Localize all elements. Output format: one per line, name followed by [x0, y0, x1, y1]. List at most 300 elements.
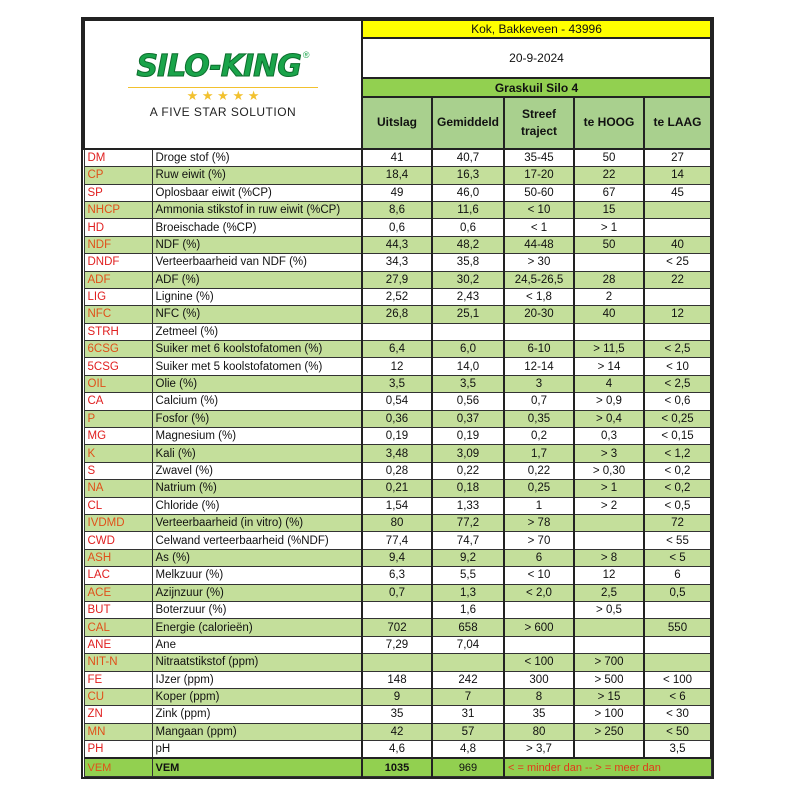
- cell-code: ACE: [84, 584, 152, 601]
- cell-code: MG: [84, 428, 152, 445]
- registered-mark: ®: [302, 49, 310, 60]
- cell-streef: 300: [504, 671, 574, 688]
- table-row: [84, 184, 711, 201]
- table-row: [84, 375, 711, 392]
- cell-streef: 0,25: [504, 480, 574, 497]
- cell-uitslag: 44,3: [362, 236, 432, 253]
- vem-gemiddeld: 969: [432, 758, 504, 776]
- cell-te-laag: 0,5: [644, 584, 711, 601]
- cell-description: Ane: [152, 636, 362, 653]
- cell-gemiddeld: 1,6: [432, 601, 504, 618]
- cell-streef: 6-10: [504, 341, 574, 358]
- cell-description: NDF (%): [152, 236, 362, 253]
- cell-te-hoog: > 0,5: [574, 601, 644, 618]
- cell-te-laag: < 0,15: [644, 428, 711, 445]
- cell-streef: 44-48: [504, 236, 574, 253]
- silo-king-logo: [84, 20, 362, 149]
- cell-code: IVDMD: [84, 514, 152, 531]
- cell-gemiddeld: 1,33: [432, 497, 504, 514]
- col-header-streef: Streef traject: [504, 97, 574, 149]
- cell-uitslag: [362, 323, 432, 340]
- cell-streef: 0,7: [504, 393, 574, 410]
- cell-uitslag: 6,4: [362, 341, 432, 358]
- table-row: [84, 167, 711, 184]
- cell-te-laag: 45: [644, 184, 711, 201]
- cell-uitslag: 0,19: [362, 428, 432, 445]
- cell-code: LIG: [84, 288, 152, 305]
- cell-te-laag: < 5: [644, 549, 711, 566]
- logo-tagline: A FIVE STAR SOLUTION: [149, 104, 297, 119]
- cell-streef: 17-20: [504, 167, 574, 184]
- cell-te-hoog: [574, 636, 644, 653]
- cell-gemiddeld: [432, 654, 504, 671]
- legend-note: < = minder dan -- > = meer dan: [504, 758, 711, 776]
- cell-te-hoog: [574, 323, 644, 340]
- cell-description: Fosfor (%): [152, 410, 362, 427]
- cell-streef: [504, 323, 574, 340]
- cell-te-laag: < 30: [644, 706, 711, 723]
- table-row: [84, 619, 711, 636]
- table-row: [84, 323, 711, 340]
- cell-code: NA: [84, 480, 152, 497]
- cell-streef: [504, 636, 574, 653]
- cell-gemiddeld: 1,3: [432, 584, 504, 601]
- cell-gemiddeld: 7: [432, 688, 504, 705]
- cell-uitslag: [362, 601, 432, 618]
- cell-te-laag: < 2,5: [644, 341, 711, 358]
- cell-description: Magnesium (%): [152, 428, 362, 445]
- table-row: [84, 514, 711, 531]
- cell-te-laag: < 100: [644, 671, 711, 688]
- cell-streef: 3: [504, 375, 574, 392]
- cell-uitslag: 148: [362, 671, 432, 688]
- cell-uitslag: 702: [362, 619, 432, 636]
- vem-label: VEM: [152, 758, 362, 776]
- cell-code: MN: [84, 723, 152, 740]
- cell-uitslag: 26,8: [362, 306, 432, 323]
- cell-code: ASH: [84, 549, 152, 566]
- cell-te-laag: < 1,2: [644, 445, 711, 462]
- cell-te-laag: 72: [644, 514, 711, 531]
- cell-te-hoog: 0,3: [574, 428, 644, 445]
- cell-te-hoog: > 11,5: [574, 341, 644, 358]
- table-row: [84, 497, 711, 514]
- table-row: [84, 584, 711, 601]
- cell-description: Droge stof (%): [152, 149, 362, 167]
- table-row: [84, 688, 711, 705]
- cell-streef: < 10: [504, 567, 574, 584]
- cell-te-laag: < 0,2: [644, 480, 711, 497]
- cell-streef: 0,2: [504, 428, 574, 445]
- table-row: [84, 654, 711, 671]
- cell-te-laag: < 6: [644, 688, 711, 705]
- cell-streef: 50-60: [504, 184, 574, 201]
- cell-streef: < 1: [504, 219, 574, 236]
- cell-description: Lignine (%): [152, 288, 362, 305]
- table-row: [84, 636, 711, 653]
- cell-te-laag: < 50: [644, 723, 711, 740]
- cell-code: CWD: [84, 532, 152, 549]
- cell-gemiddeld: 0,22: [432, 462, 504, 479]
- cell-gemiddeld: 74,7: [432, 532, 504, 549]
- cell-te-hoog: 50: [574, 236, 644, 253]
- table-row: [84, 393, 711, 410]
- cell-uitslag: 3,48: [362, 445, 432, 462]
- cell-te-hoog: > 700: [574, 654, 644, 671]
- cell-streef: 24,5-26,5: [504, 271, 574, 288]
- cell-streef: < 100: [504, 654, 574, 671]
- cell-uitslag: 41: [362, 149, 432, 167]
- cell-te-laag: 3,5: [644, 741, 711, 759]
- cell-streef: 6: [504, 549, 574, 566]
- cell-streef: > 600: [504, 619, 574, 636]
- cell-te-hoog: 2: [574, 288, 644, 305]
- cell-code: LAC: [84, 567, 152, 584]
- cell-streef: < 2,0: [504, 584, 574, 601]
- cell-streef: > 70: [504, 532, 574, 549]
- cell-te-laag: 27: [644, 149, 711, 167]
- cell-te-laag: 12: [644, 306, 711, 323]
- cell-gemiddeld: 6,0: [432, 341, 504, 358]
- cell-gemiddeld: 31: [432, 706, 504, 723]
- cell-te-laag: [644, 219, 711, 236]
- cell-gemiddeld: 0,56: [432, 393, 504, 410]
- cell-code: NFC: [84, 306, 152, 323]
- cell-te-laag: [644, 201, 711, 218]
- cell-description: ADF (%): [152, 271, 362, 288]
- col-header-hoog: te HOOG: [574, 97, 644, 149]
- cell-gemiddeld: 2,43: [432, 288, 504, 305]
- cell-code: ANE: [84, 636, 152, 653]
- cell-gemiddeld: 25,1: [432, 306, 504, 323]
- logo-wordmark: SILO-KING: [136, 48, 301, 84]
- cell-uitslag: 9,4: [362, 549, 432, 566]
- cell-description: Koper (ppm): [152, 688, 362, 705]
- cell-uitslag: 27,9: [362, 271, 432, 288]
- cell-description: Celwand verteerbaarheid (%NDF): [152, 532, 362, 549]
- cell-streef: 0,35: [504, 410, 574, 427]
- cell-gemiddeld: 40,7: [432, 149, 504, 167]
- cell-uitslag: 0,7: [362, 584, 432, 601]
- cell-te-laag: [644, 323, 711, 340]
- table-row: [84, 254, 711, 271]
- table-row: [84, 410, 711, 427]
- cell-uitslag: 42: [362, 723, 432, 740]
- cell-code: NIT-N: [84, 654, 152, 671]
- cell-streef: < 10: [504, 201, 574, 218]
- cell-te-hoog: > 14: [574, 358, 644, 375]
- cell-code: STRH: [84, 323, 152, 340]
- cell-te-laag: 14: [644, 167, 711, 184]
- cell-te-laag: < 0,2: [644, 462, 711, 479]
- cell-te-hoog: 2,5: [574, 584, 644, 601]
- cell-te-hoog: > 0,30: [574, 462, 644, 479]
- table-row: [84, 341, 711, 358]
- cell-te-hoog: 50: [574, 149, 644, 167]
- cell-te-hoog: > 2: [574, 497, 644, 514]
- cell-te-hoog: 12: [574, 567, 644, 584]
- cell-gemiddeld: 0,37: [432, 410, 504, 427]
- cell-te-hoog: > 3: [574, 445, 644, 462]
- cell-te-hoog: > 500: [574, 671, 644, 688]
- cell-streef: > 3,7: [504, 741, 574, 759]
- table-row: [84, 271, 711, 288]
- cell-te-laag: [644, 601, 711, 618]
- col-header-uitslag: Uitslag: [362, 97, 432, 149]
- cell-gemiddeld: 7,04: [432, 636, 504, 653]
- table-row: [84, 445, 711, 462]
- table-row: [84, 567, 711, 584]
- cell-streef: 1: [504, 497, 574, 514]
- table-row: [84, 358, 711, 375]
- cell-gemiddeld: 0,18: [432, 480, 504, 497]
- cell-code: ZN: [84, 706, 152, 723]
- table-row: [84, 201, 711, 218]
- cell-description: Verteerbaarheid (in vitro) (%): [152, 514, 362, 531]
- cell-gemiddeld: 4,8: [432, 741, 504, 759]
- cell-streef: > 78: [504, 514, 574, 531]
- sample-name: Graskuil Silo 4: [362, 78, 711, 96]
- cell-code: OIL: [84, 375, 152, 392]
- cell-te-hoog: [574, 532, 644, 549]
- cell-code: S: [84, 462, 152, 479]
- cell-description: Mangaan (ppm): [152, 723, 362, 740]
- cell-gemiddeld: 48,2: [432, 236, 504, 253]
- cell-gemiddeld: 35,8: [432, 254, 504, 271]
- vem-row: [84, 758, 711, 776]
- cell-code: CU: [84, 688, 152, 705]
- cell-uitslag: 4,6: [362, 741, 432, 759]
- cell-te-hoog: 22: [574, 167, 644, 184]
- cell-te-laag: < 10: [644, 358, 711, 375]
- cell-code: 5CSG: [84, 358, 152, 375]
- cell-te-hoog: [574, 741, 644, 759]
- cell-te-laag: < 2,5: [644, 375, 711, 392]
- stars-icon: ★ ★ ★ ★ ★: [128, 87, 318, 103]
- table-row: [84, 219, 711, 236]
- cell-description: IJzer (ppm): [152, 671, 362, 688]
- cell-uitslag: 77,4: [362, 532, 432, 549]
- cell-te-hoog: 40: [574, 306, 644, 323]
- cell-gemiddeld: 0,19: [432, 428, 504, 445]
- cell-streef: 8: [504, 688, 574, 705]
- cell-description: Suiker met 5 koolstofatomen (%): [152, 358, 362, 375]
- cell-description: Melkzuur (%): [152, 567, 362, 584]
- cell-uitslag: 9: [362, 688, 432, 705]
- cell-te-hoog: > 0,4: [574, 410, 644, 427]
- cell-code: CAL: [84, 619, 152, 636]
- analysis-table: [83, 19, 712, 777]
- cell-description: Azijnzuur (%): [152, 584, 362, 601]
- cell-te-hoog: 15: [574, 201, 644, 218]
- cell-uitslag: 0,54: [362, 393, 432, 410]
- report-date: 20-9-2024: [362, 38, 711, 78]
- cell-te-hoog: [574, 619, 644, 636]
- cell-te-hoog: 28: [574, 271, 644, 288]
- cell-streef: < 1,8: [504, 288, 574, 305]
- cell-uitslag: 80: [362, 514, 432, 531]
- cell-te-laag: 550: [644, 619, 711, 636]
- cell-te-laag: [644, 636, 711, 653]
- cell-uitslag: 2,52: [362, 288, 432, 305]
- cell-code: CA: [84, 393, 152, 410]
- cell-streef: > 30: [504, 254, 574, 271]
- cell-gemiddeld: 16,3: [432, 167, 504, 184]
- cell-streef: 1,7: [504, 445, 574, 462]
- cell-uitslag: 8,6: [362, 201, 432, 218]
- col-header-laag: te LAAG: [644, 97, 711, 149]
- cell-code: NHCP: [84, 201, 152, 218]
- cell-gemiddeld: 30,2: [432, 271, 504, 288]
- cell-uitslag: 0,36: [362, 410, 432, 427]
- cell-code: ADF: [84, 271, 152, 288]
- cell-uitslag: 18,4: [362, 167, 432, 184]
- cell-te-hoog: [574, 254, 644, 271]
- cell-streef: [504, 601, 574, 618]
- cell-description: Oplosbaar eiwit (%CP): [152, 184, 362, 201]
- cell-gemiddeld: [432, 323, 504, 340]
- vem-uitslag: 1035: [362, 758, 432, 776]
- cell-te-hoog: 4: [574, 375, 644, 392]
- cell-code: P: [84, 410, 152, 427]
- cell-te-hoog: [574, 514, 644, 531]
- cell-gemiddeld: 3,5: [432, 375, 504, 392]
- cell-code: 6CSG: [84, 341, 152, 358]
- cell-code: CL: [84, 497, 152, 514]
- cell-uitslag: [362, 654, 432, 671]
- cell-code: SP: [84, 184, 152, 201]
- cell-description: Suiker met 6 koolstofatomen (%): [152, 341, 362, 358]
- cell-gemiddeld: 11,6: [432, 201, 504, 218]
- cell-uitslag: 6,3: [362, 567, 432, 584]
- cell-description: Broeischade (%CP): [152, 219, 362, 236]
- cell-description: Calcium (%): [152, 393, 362, 410]
- cell-description: Kali (%): [152, 445, 362, 462]
- cell-code: DNDF: [84, 254, 152, 271]
- cell-gemiddeld: 57: [432, 723, 504, 740]
- table-row: [84, 671, 711, 688]
- cell-te-laag: 6: [644, 567, 711, 584]
- cell-streef: 12-14: [504, 358, 574, 375]
- table-row: [84, 480, 711, 497]
- cell-gemiddeld: 77,2: [432, 514, 504, 531]
- cell-te-laag: < 55: [644, 532, 711, 549]
- cell-uitslag: 3,5: [362, 375, 432, 392]
- cell-code: K: [84, 445, 152, 462]
- cell-uitslag: 1,54: [362, 497, 432, 514]
- cell-te-hoog: > 15: [574, 688, 644, 705]
- cell-uitslag: 7,29: [362, 636, 432, 653]
- cell-gemiddeld: 9,2: [432, 549, 504, 566]
- cell-uitslag: 35: [362, 706, 432, 723]
- cell-te-laag: < 25: [644, 254, 711, 271]
- cell-te-hoog: > 100: [574, 706, 644, 723]
- col-header-gemiddeld: Gemiddeld: [432, 97, 504, 149]
- table-row: [84, 428, 711, 445]
- cell-code: CP: [84, 167, 152, 184]
- cell-streef: 35-45: [504, 149, 574, 167]
- cell-te-laag: < 0,25: [644, 410, 711, 427]
- cell-description: Zwavel (%): [152, 462, 362, 479]
- table-row: [84, 741, 711, 759]
- cell-gemiddeld: 3,09: [432, 445, 504, 462]
- cell-uitslag: 12: [362, 358, 432, 375]
- cell-description: pH: [152, 741, 362, 759]
- cell-te-hoog: > 8: [574, 549, 644, 566]
- cell-code: FE: [84, 671, 152, 688]
- client-name: Kok, Bakkeveen - 43996: [362, 20, 711, 38]
- cell-streef: 35: [504, 706, 574, 723]
- table-row: [84, 236, 711, 253]
- cell-code: DM: [84, 149, 152, 167]
- table-row: [84, 149, 711, 167]
- cell-description: Zetmeel (%): [152, 323, 362, 340]
- cell-te-laag: < 0,5: [644, 497, 711, 514]
- cell-code: PH: [84, 741, 152, 759]
- vem-code: VEM: [84, 758, 152, 776]
- cell-te-laag: 22: [644, 271, 711, 288]
- cell-uitslag: 0,28: [362, 462, 432, 479]
- cell-te-laag: [644, 288, 711, 305]
- cell-gemiddeld: 5,5: [432, 567, 504, 584]
- table-row: [84, 723, 711, 740]
- cell-gemiddeld: 0,6: [432, 219, 504, 236]
- cell-gemiddeld: 242: [432, 671, 504, 688]
- cell-uitslag: 34,3: [362, 254, 432, 271]
- cell-gemiddeld: 658: [432, 619, 504, 636]
- cell-gemiddeld: 46,0: [432, 184, 504, 201]
- table-row: [84, 601, 711, 618]
- cell-streef: 80: [504, 723, 574, 740]
- cell-description: Nitraatstikstof (ppm): [152, 654, 362, 671]
- cell-streef: 20-30: [504, 306, 574, 323]
- table-row: [84, 462, 711, 479]
- cell-description: NFC (%): [152, 306, 362, 323]
- cell-description: Chloride (%): [152, 497, 362, 514]
- table-row: [84, 306, 711, 323]
- cell-description: Ammonia stikstof in ruw eiwit (%CP): [152, 201, 362, 218]
- cell-uitslag: 0,6: [362, 219, 432, 236]
- table-row: [84, 288, 711, 305]
- table-row: [84, 706, 711, 723]
- cell-te-laag: [644, 654, 711, 671]
- cell-code: NDF: [84, 236, 152, 253]
- cell-description: Natrium (%): [152, 480, 362, 497]
- cell-description: Verteerbaarheid van NDF (%): [152, 254, 362, 271]
- cell-description: As (%): [152, 549, 362, 566]
- cell-te-hoog: > 250: [574, 723, 644, 740]
- cell-description: Boterzuur (%): [152, 601, 362, 618]
- cell-te-hoog: > 1: [574, 219, 644, 236]
- cell-code: HD: [84, 219, 152, 236]
- analysis-report: [81, 17, 714, 779]
- cell-uitslag: 49: [362, 184, 432, 201]
- table-row: [84, 549, 711, 566]
- cell-description: Zink (ppm): [152, 706, 362, 723]
- cell-te-laag: < 0,6: [644, 393, 711, 410]
- cell-te-hoog: 67: [574, 184, 644, 201]
- cell-description: Olie (%): [152, 375, 362, 392]
- cell-te-hoog: > 1: [574, 480, 644, 497]
- cell-description: Ruw eiwit (%): [152, 167, 362, 184]
- table-row: [84, 532, 711, 549]
- cell-streef: 0,22: [504, 462, 574, 479]
- cell-uitslag: 0,21: [362, 480, 432, 497]
- cell-te-hoog: > 0,9: [574, 393, 644, 410]
- cell-description: Energie (calorieën): [152, 619, 362, 636]
- cell-te-laag: 40: [644, 236, 711, 253]
- cell-code: BUT: [84, 601, 152, 618]
